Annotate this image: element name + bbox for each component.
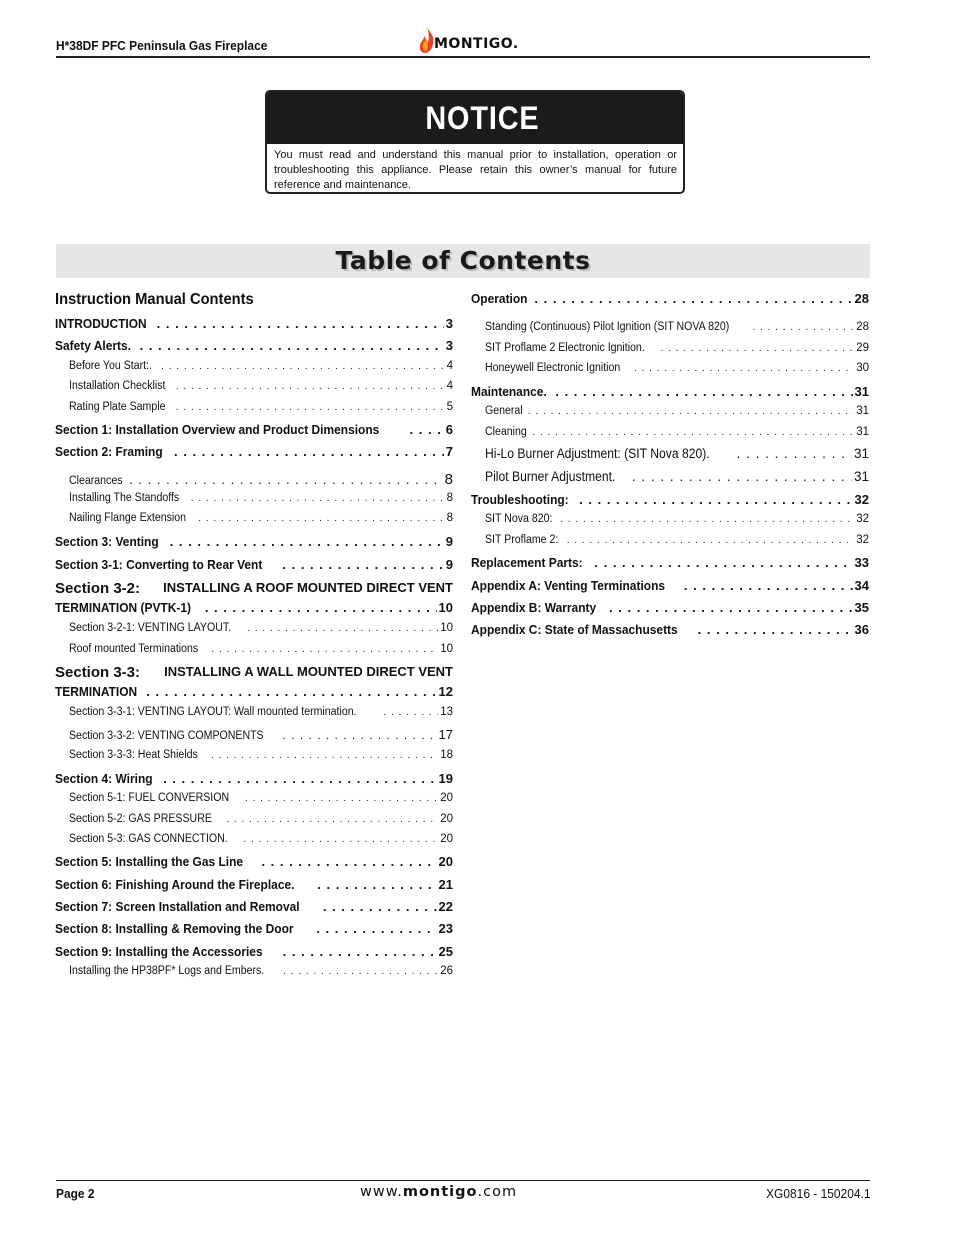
toc-entry-section-3-1[interactable]: Section 3-1: Converting to Rear Vent . . . 9 xyxy=(55,557,453,572)
toc-entry-section-3-2-1[interactable]: Section 3-2-1: VENTING LAYOUT. . . . 10 xyxy=(69,622,453,634)
toc-entry-section-3-2[interactable]: Section 3-2: INSTALLING A ROOF MOUNTED DIRECT VENT TERMINATION (PVTK-1) . . . 10 xyxy=(55,580,453,597)
toc-entry-roof-terminations[interactable]: Roof mounted Terminations . . . 10 xyxy=(69,643,453,655)
toc-entry-appendix-b[interactable]: Appendix B: Warranty . . . 35 xyxy=(471,600,869,615)
toc-entry-logs-embers[interactable]: Installing the HP38PF* Logs and Embers. . . . 26 xyxy=(69,965,453,977)
toc-entry-section-7[interactable]: Section 7: Screen Installation and Removal . . . 22 xyxy=(55,899,453,914)
toc-entry-sit-proflame-2[interactable]: SIT Proflame 2: . . . 32 xyxy=(485,534,869,546)
toc-entry-introduction[interactable]: INTRODUCTION . . . 3 xyxy=(55,316,453,331)
toc-entry-section-8[interactable]: Section 8: Installing & Removing the Door . . . 23 xyxy=(55,921,453,936)
toc-title: Table of Contents xyxy=(335,246,591,275)
page-number: Page 2 xyxy=(56,1186,95,1201)
toc-entry-section-6[interactable]: Section 6: Finishing Around the Fireplace. . . . 21 xyxy=(55,877,453,892)
toc-entry-nailing-flange[interactable]: Nailing Flange Extension . . . 8 xyxy=(69,512,453,524)
toc-entry-before-you-start[interactable]: Before You Start:. . . . 4 xyxy=(69,360,453,372)
toc-entry-section-3[interactable]: Section 3: Venting . . . 9 xyxy=(55,534,453,549)
toc-entry-installation-checklist[interactable]: Installation Checklist . . . 4 xyxy=(69,380,453,392)
toc-entry-section-5-2[interactable]: Section 5-2: GAS PRESSURE . . . 20 xyxy=(69,813,453,825)
toc-entry-section-5-3[interactable]: Section 5-3: GAS CONNECTION. . . . 20 xyxy=(69,833,453,845)
toc-entry-maintenance[interactable]: Maintenance. . . . 31 xyxy=(471,384,869,399)
toc-entry-safety-alerts[interactable]: Safety Alerts. . . . 3 xyxy=(55,338,453,353)
toc-entry-section-5[interactable]: Section 5: Installing the Gas Line . . . 20 xyxy=(55,854,453,869)
toc-title-band xyxy=(56,244,870,278)
toc-entry-pilot-burner[interactable]: Pilot Burner Adjustment. . . . 31 xyxy=(485,469,869,484)
toc-entry-sit-nova-820[interactable]: SIT Nova 820: . . . 32 xyxy=(485,513,869,525)
toc-entry-section-3-3-1[interactable]: Section 3-3-1: VENTING LAYOUT: Wall mounted termination. . . . 13 xyxy=(69,706,453,718)
toc-entry-clearances[interactable]: Clearances . . . 8 xyxy=(69,471,453,488)
document-code: XG0816 - 150204.1 xyxy=(765,1186,870,1201)
montigo-logo xyxy=(418,24,519,54)
toc-entry-standoffs[interactable]: Installing The Standoffs . . . 8 xyxy=(69,492,453,504)
toc-entry-section-3-3[interactable]: Section 3-3: INSTALLING A WALL MOUNTED DIRECT VENT TERMINATION . . . 12 xyxy=(55,664,453,681)
toc-entry-replacement-parts[interactable]: Replacement Parts: . . . 33 xyxy=(471,555,869,570)
toc-entry-appendix-c[interactable]: Appendix C: State of Massachusetts . . . 36 xyxy=(471,622,869,637)
document-title: H*38DF PFC Peninsula Gas Fireplace xyxy=(56,38,268,53)
toc-entry-proflame-2-ignition[interactable]: SIT Proflame 2 Electronic Ignition. . . . 29 xyxy=(485,342,869,354)
toc-entry-rating-plate[interactable]: Rating Plate Sample . . . 5 xyxy=(69,401,453,413)
header-rule xyxy=(56,56,870,58)
toc-entry-section-2[interactable]: Section 2: Framing . . . 7 xyxy=(55,444,453,459)
toc-left-heading: Instruction Manual Contents xyxy=(55,291,254,308)
toc-entry-section-1[interactable]: Section 1: Installation Overview and Product Dimensions . . . 6 xyxy=(55,422,453,437)
toc-entry-section-5-1[interactable]: Section 5-1: FUEL CONVERSION . . . 20 xyxy=(69,792,453,804)
toc-entry-operation[interactable]: Operation . . . 28 xyxy=(471,291,869,306)
footer-rule xyxy=(56,1180,870,1181)
toc-entry-standing-pilot[interactable]: Standing (Continuous) Pilot Ignition (SIT NOVA 820) . . . 28 xyxy=(485,321,869,333)
notice-text: You must read and understand this manual prior to installation, operation or troubleshooting this appliance. Please retain this owner’s manual for future reference and maintenance. xyxy=(274,149,677,191)
toc-entry-section-3-3-2[interactable]: Section 3-3-2: VENTING COMPONENTS . . . 17 xyxy=(69,727,453,742)
toc-entry-section-3-3-3[interactable]: Section 3-3-3: Heat Shields . . . 18 xyxy=(69,749,453,761)
toc-entry-troubleshooting[interactable]: Troubleshooting: . . . 32 xyxy=(471,492,869,507)
toc-entry-cleaning[interactable]: Cleaning . . . 31 xyxy=(485,426,869,438)
notice-header xyxy=(267,92,683,144)
toc-entry-general[interactable]: General . . . 31 xyxy=(485,405,869,417)
toc-entry-appendix-a[interactable]: Appendix A: Venting Terminations . . . 34 xyxy=(471,578,869,593)
notice-heading: NOTICE xyxy=(425,99,540,136)
notice-box xyxy=(265,90,685,194)
toc-entry-honeywell-ignition[interactable]: Honeywell Electronic Ignition . . . 30 xyxy=(485,362,869,374)
toc-entry-section-4[interactable]: Section 4: Wiring . . . 19 xyxy=(55,771,453,786)
website-link[interactable]: www.montigo.com xyxy=(360,1184,518,1200)
toc-entry-section-9[interactable]: Section 9: Installing the Accessories . . . 25 xyxy=(55,944,453,959)
logo-wordmark: MONTIGO. xyxy=(434,36,519,52)
toc-entry-hi-lo-burner[interactable]: Hi-Lo Burner Adjustment: (SIT Nova 820). . . . 31 xyxy=(485,446,869,461)
